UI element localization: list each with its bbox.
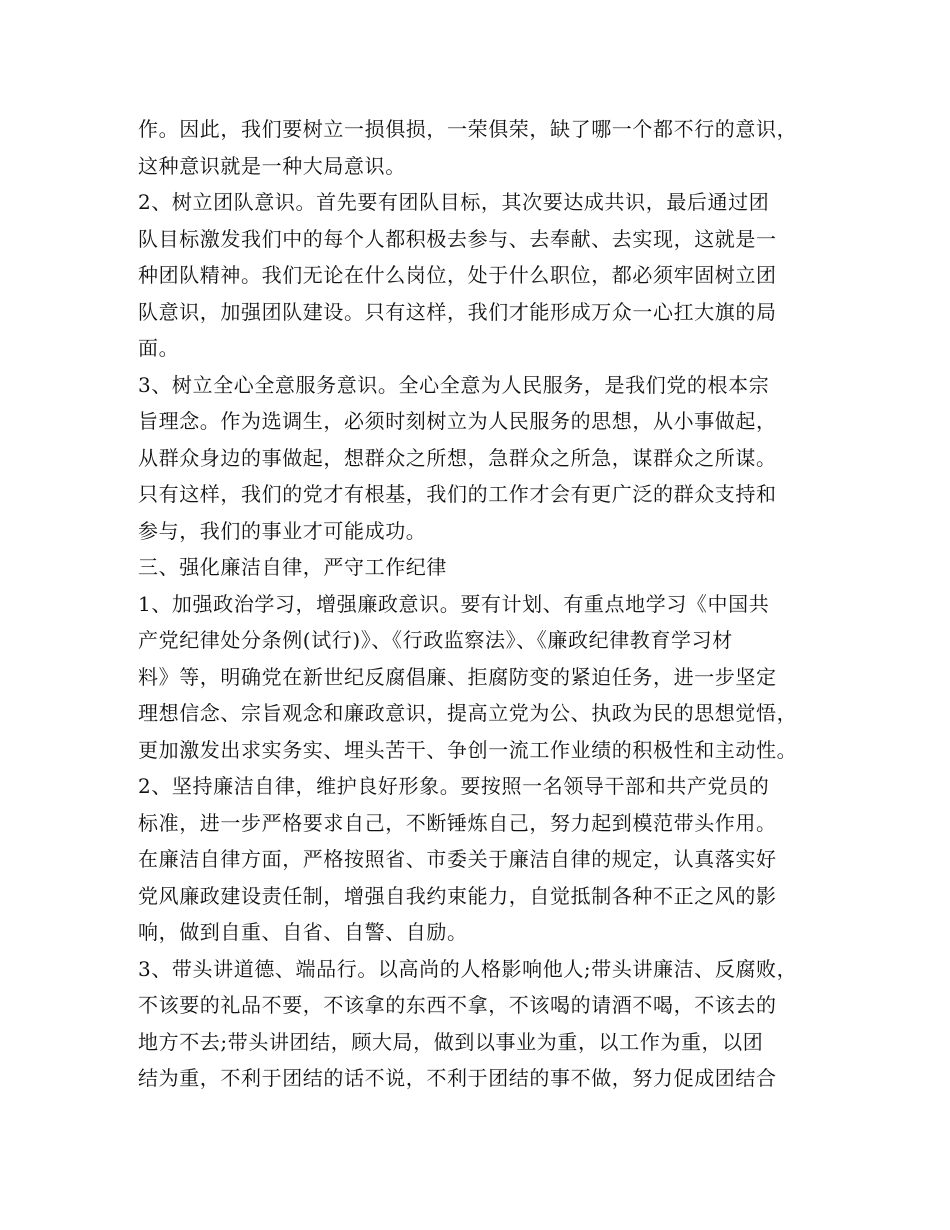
text-line: 3、带头讲道德、端品行。以高尚的人格影响他人;带头讲廉洁、反腐败，: [138, 956, 798, 981]
text-line: 旨理念。作为选调生，必须时刻树立为人民服务的思想，从小事做起，: [138, 409, 777, 433]
text-line: 党风廉政建设责任制，增强自我约束能力，自觉抵制各种不正之风的影: [138, 883, 777, 908]
text-line: 产党纪律处分条例(试行)》、《行政监察法》、《廉政纪律教育学习材: [138, 628, 733, 652]
text-line: 作。因此，我们要树立一损俱损，一荣俱荣，缺了哪一个都不行的意识，: [138, 117, 798, 141]
text-line: 1、加强政治学习，增强廉政意识。要有计划、有重点地学习《中国共: [138, 591, 770, 616]
text-line: 队意识，加强团队建设。只有这样，我们才能形成万众一心扛大旗的局: [138, 299, 777, 324]
section-heading: 三、强化廉洁自律，严守工作纪律: [138, 555, 447, 579]
text-line: 这种意识就是一种大局意识。: [138, 153, 406, 178]
text-line: 在廉洁自律方面，严格按照省、市委关于廉洁自律的规定，认真落实好: [138, 847, 777, 871]
text-line: 只有这样，我们的党才有根基，我们的工作才会有更广泛的群众支持和: [138, 482, 777, 506]
text-line: 2、坚持廉洁自律，维护良好形象。要按照一名领导干部和共产党员的: [138, 774, 770, 798]
text-line: 理想信念、宗旨观念和廉政意识，提高立党为公、执政为民的思想觉悟，: [138, 701, 798, 725]
text-line: 标准，进一步严格要求自己，不断锤炼自己，努力起到模范带头作用。: [138, 810, 777, 835]
text-line: 面。: [138, 336, 180, 360]
text-line: 队目标激发我们中的每个人都积极去参与、去奉献、去实现，这就是一: [138, 226, 777, 251]
text-line: 参与，我们的事业才可能成功。: [138, 518, 427, 543]
text-line: 种团队精神。我们无论在什么岗位，处于什么职位，都必须牢固树立团: [138, 263, 777, 287]
text-line: 2、树立团队意识。首先要有团队目标，其次要达成共识，最后通过团: [138, 190, 770, 214]
text-line: 3、树立全心全意服务意识。全心全意为人民服务，是我们党的根本宗: [138, 372, 770, 397]
text-line: 从群众身边的事做起，想群众之所想，急群众之所急，谋群众之所谋。: [138, 445, 777, 470]
text-line: 料》等，明确党在新世纪反腐倡廉、拒腐防变的紧迫任务，进一步坚定: [138, 664, 777, 689]
text-line: 结为重，不利于团结的话不说，不利于团结的事不做，努力促成团结合: [138, 1066, 777, 1090]
document-body: [138, 111, 838, 1097]
text-line: 更加激发出求实务实、埋头苦干、争创一流工作业绩的积极性和主动性。: [138, 737, 798, 762]
text-line: 不该要的礼品不要，不该拿的东西不拿，不该喝的请酒不喝，不该去的: [138, 993, 777, 1017]
text-line: 地方不去;带头讲团结，顾大局，做到以事业为重，以工作为重，以团: [138, 1029, 764, 1054]
text-line: 响，做到自重、自省、自警、自励。: [138, 920, 468, 944]
